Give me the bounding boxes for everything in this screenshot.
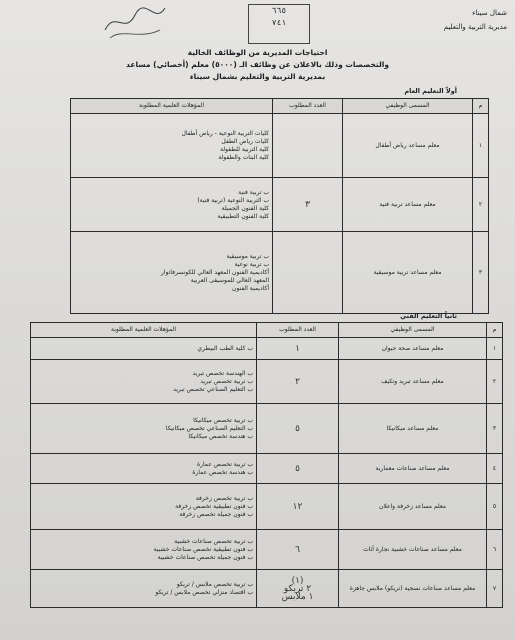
row-number: ٤ <box>487 454 503 484</box>
qualifications-cell <box>71 114 273 178</box>
table-row <box>31 404 503 454</box>
required-count <box>273 114 343 178</box>
job-title: معلم مساعد صناعات معمارية <box>339 454 487 484</box>
qualification-item: ب هندسة تخصص عمارة <box>192 468 253 476</box>
table-row <box>31 570 503 608</box>
qualification-item: ب التربية النوعية (تربية فنية) <box>197 196 269 204</box>
col-header-num: م <box>487 323 503 338</box>
job-title: معلم مساعد تربية فنية <box>343 178 473 232</box>
qualifications-cell <box>31 404 257 454</box>
job-title: معلم مساعد زخرفة واعلان <box>339 484 487 530</box>
table-row <box>31 360 503 404</box>
qualification-item: ب تربية موسيقية <box>226 252 269 260</box>
qualification-item: ب فنون جميلة تخصص صناعات خشبية <box>157 553 253 561</box>
stamp-number-top: ٦٦٥ <box>271 6 287 15</box>
qualification-item: كلية البنات والطفولة <box>218 153 269 161</box>
doc-title-line3: بمديرية التربية والتعليم بشمال سيناء <box>189 72 326 81</box>
row-number: ٢ <box>487 360 503 404</box>
qualification-item: ب فنون جميلة تخصص زخرفة <box>179 510 253 518</box>
qualification-item: ب تربية تخصص عمارة <box>196 460 253 468</box>
qualification-item: ب هندسة تخصص ميكانيكا <box>188 432 253 440</box>
job-title: معلم مساعد تبريد وتكيف <box>339 360 487 404</box>
section2-heading: ثانياً التعليم الفني <box>400 312 457 320</box>
required-count <box>273 232 343 314</box>
qualifications-cell <box>31 530 257 570</box>
required-count: ٢ <box>257 360 339 404</box>
qualification-item: ب التعليم الصناعي تخصص تبريد <box>173 385 253 393</box>
incoming-stamp <box>248 4 310 44</box>
technical-education-rows <box>31 338 503 608</box>
col-header-quals: المؤهلات العلمية المطلوبة <box>71 99 273 114</box>
table-row <box>31 484 503 530</box>
row-number: ٥ <box>487 484 503 530</box>
row-number: ٣ <box>473 232 489 314</box>
qualification-item: المعهد العالي للموسيقى العربية <box>190 276 269 284</box>
table-header-row <box>31 323 503 338</box>
col-header-quals: المؤهلات العلمية المطلوبة <box>31 323 257 338</box>
qualifications-cell <box>71 232 273 314</box>
job-title: معلم مساعد ميكانيكا <box>339 404 487 454</box>
job-title: معلم مساعد صناعات خشبية نجارة أثاث <box>339 530 487 570</box>
qualifications-cell <box>71 178 273 232</box>
qualifications-cell <box>31 454 257 484</box>
required-count: ١ <box>257 338 339 360</box>
qualification-item: ب كلية الطب البيطري <box>197 344 253 352</box>
directorate-header: مديرية التربية والتعليم <box>443 23 507 31</box>
table-row <box>71 114 489 178</box>
col-header-job: المسمى الوظيفي <box>339 323 487 338</box>
section1-heading: أولاً التعليم العام <box>404 87 457 95</box>
governorate-header: شمال سيناء <box>472 9 507 17</box>
table-header-row <box>71 99 489 114</box>
row-number: ٢ <box>473 178 489 232</box>
qualification-item: ب فنون تطبيقية تخصص صناعات خشبية <box>153 545 253 553</box>
qualification-item: ب فنون تطبيقية تخصص زخرفة <box>175 502 253 510</box>
job-title: معلم مساعد صناعات نسجية (تريكو) ملابس جاهزة <box>339 570 487 608</box>
table-row <box>71 178 489 232</box>
qualification-item: ب الهندسة تخصص تبريد <box>192 369 253 377</box>
row-number: ١ <box>487 338 503 360</box>
qualification-item: كليات التربية النوعية - رياض أطفال <box>181 129 269 137</box>
qualification-item: كلية التربية للطفولة <box>220 145 269 153</box>
qualification-item: ب التعليم الصناعي تخصص ميكانيكا <box>165 424 253 432</box>
general-education-table <box>70 98 489 314</box>
qualifications-cell <box>31 570 257 608</box>
col-header-count: العدد المطلوب <box>257 323 339 338</box>
qualifications-cell <box>31 338 257 360</box>
qualification-item: ب تربية تخصص زخرفة <box>195 494 253 502</box>
qualifications-cell <box>31 484 257 530</box>
qualification-item: ب تربية فنية <box>238 188 269 196</box>
table-row <box>71 232 489 314</box>
doc-title-line2: والتخصصات وذلك بالاعلان عن وظائف الـ (٥٠٠٠) معلم (أخصائي) مساعد <box>126 60 389 69</box>
col-header-job: المسمى الوظيفي <box>343 99 473 114</box>
qualification-item: ب تربية تخصص ملابس / تريكو <box>176 580 253 588</box>
job-title: معلم مساعد تربية موسيقية <box>343 232 473 314</box>
row-number: ١ <box>473 114 489 178</box>
technical-education-table <box>30 322 503 608</box>
qualification-item: ب اقتصاد منزلي تخصص ملابس / تريكو <box>155 588 253 596</box>
job-title: معلم مساعد رياض أطفال <box>343 114 473 178</box>
col-header-num: م <box>473 99 489 114</box>
table-row <box>31 454 503 484</box>
col-header-count: العدد المطلوب <box>273 99 343 114</box>
qualification-item: ب تربية نوعية <box>234 260 269 268</box>
required-count: ٦ <box>257 530 339 570</box>
table-row <box>31 338 503 360</box>
doc-title-line1: احتياجات المديرية من الوظائف الخالية <box>187 48 328 57</box>
general-education-rows <box>71 114 489 314</box>
qualification-item: أكاديمية الفنون المعهد العالي للكونسرفاتوار <box>160 268 269 276</box>
required-count: ٥ <box>257 454 339 484</box>
required-count: (١) ٢ تريكو ١ ملابس <box>257 570 339 608</box>
required-count: ٥ <box>257 404 339 454</box>
qualification-item: كليات رياض الطفل <box>221 137 269 145</box>
qualification-item: كلية الفنون التطبيقية <box>217 212 269 220</box>
stamp-number-bottom: ٧٤١ <box>271 18 287 27</box>
required-count: ٣ <box>273 178 343 232</box>
row-number: ٦ <box>487 530 503 570</box>
qualification-item: ب تربية تخصص صناعات خشبية <box>174 537 253 545</box>
required-count: ١٢ <box>257 484 339 530</box>
handwritten-signature <box>100 0 170 45</box>
qualification-item: أكاديمية الفنون <box>232 284 269 292</box>
qualification-item: ب تربية تخصص تبريد <box>200 377 253 385</box>
job-title: معلم مساعد صحة حيوان <box>339 338 487 360</box>
qualification-item: كلية الفنون الجميلة <box>221 204 269 212</box>
row-number: ٣ <box>487 404 503 454</box>
table-row <box>31 530 503 570</box>
qualifications-cell <box>31 360 257 404</box>
row-number: ٧ <box>487 570 503 608</box>
qualification-item: ب تربية تخصص ميكانيكا <box>193 416 253 424</box>
